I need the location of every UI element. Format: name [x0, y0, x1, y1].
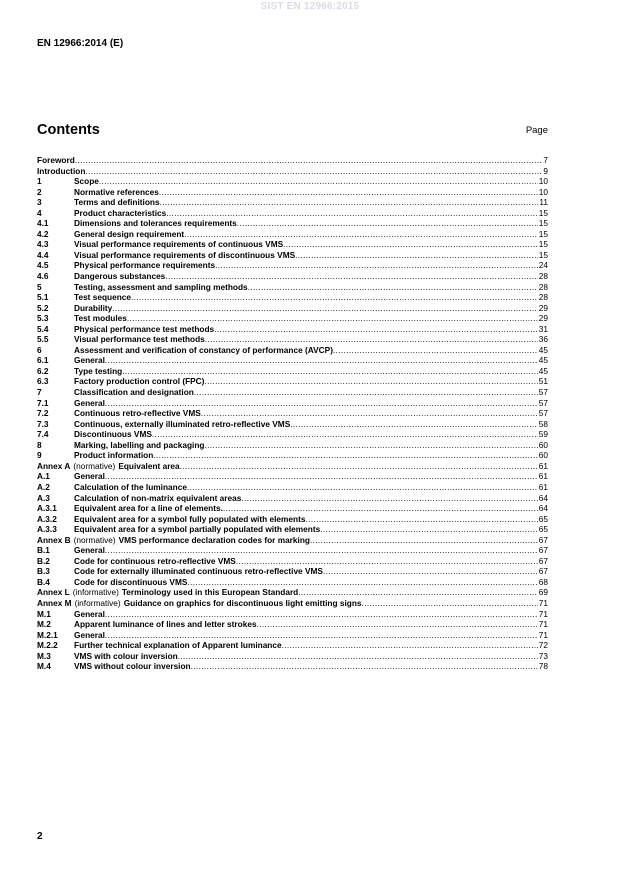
toc-entry-number: Annex L: [37, 587, 70, 598]
toc-entry[interactable]: [37, 429, 548, 440]
toc-dot-leader: [122, 366, 538, 377]
toc-entry[interactable]: [37, 303, 548, 314]
toc-entry-page: 67: [538, 555, 548, 566]
toc-entry-number: Annex A: [37, 460, 71, 471]
page-number: 2: [37, 831, 43, 842]
toc-entry-title: Product information: [74, 450, 154, 461]
toc-entry-number: 4.1: [37, 218, 49, 229]
toc-entry-page: 60: [538, 450, 548, 461]
toc-entry-page: 11: [539, 197, 548, 208]
toc-entry[interactable]: [37, 197, 548, 208]
toc-entry-number: 7: [37, 387, 42, 398]
toc-entry-number: Annex M: [37, 597, 72, 608]
toc-entry-number: 4.5: [37, 260, 49, 271]
toc-entry-title: VMS with colour inversion: [74, 650, 178, 661]
toc-dot-leader: [191, 661, 538, 672]
toc-dot-leader: [333, 345, 538, 356]
toc-entry-number: B.3: [37, 566, 50, 577]
toc-dot-leader: [295, 250, 538, 261]
toc-entry-page: 71: [538, 597, 548, 608]
toc-entry[interactable]: [37, 271, 548, 282]
toc-entry[interactable]: [37, 419, 548, 430]
toc-dot-leader: [178, 651, 538, 662]
toc-entry-title: Code for continuous retro-reflective VMS: [74, 555, 236, 566]
toc-entry-number: 4.4: [37, 249, 49, 260]
toc-entry-annex-type: (normative): [73, 460, 116, 471]
toc-entry-annex-type: (informative): [72, 587, 119, 598]
toc-entry-title: Testing, assessment and sampling methods: [74, 281, 248, 292]
toc-entry[interactable]: [37, 461, 548, 472]
toc-entry-title: General: [74, 608, 105, 619]
toc-entry-number: 4: [37, 207, 42, 218]
toc-entry-page: 36: [538, 334, 548, 345]
toc-entry-number: 7.4: [37, 429, 49, 440]
toc-dot-leader: [320, 524, 538, 535]
toc-dot-leader: [282, 640, 538, 651]
toc-entry-page: 29: [538, 302, 548, 313]
toc-entry-number: 5.5: [37, 334, 49, 345]
toc-dot-leader: [248, 282, 538, 293]
toc-entry[interactable]: [37, 187, 548, 198]
toc-entry-number: 5.4: [37, 323, 49, 334]
toc-entry-title: Foreword: [37, 155, 75, 165]
toc-dot-leader: [187, 577, 537, 588]
toc-entry-number: Annex B: [37, 534, 71, 545]
toc-dot-leader: [194, 387, 538, 398]
toc-entry-page: 31: [538, 323, 548, 334]
toc-dot-leader: [257, 619, 538, 630]
toc-entry-title: Marking, labelling and packaging: [74, 439, 205, 450]
toc-entry-page: 65: [538, 513, 548, 524]
toc-entry-page: 71: [538, 629, 548, 640]
toc-entry[interactable]: [37, 408, 548, 419]
toc-entry-page: 64: [538, 492, 548, 503]
toc-entry[interactable]: [37, 376, 548, 387]
toc-entry-page: 59: [538, 429, 548, 440]
toc-dot-leader: [215, 260, 538, 271]
toc-entry-title: Normative references: [74, 186, 159, 197]
toc-dot-leader: [166, 208, 538, 219]
toc-entry-number: A.3.2: [37, 513, 57, 524]
toc-entry[interactable]: [37, 450, 548, 461]
toc-entry-page: 61: [538, 481, 548, 492]
toc-entry-number: 5: [37, 281, 42, 292]
toc-dot-leader: [99, 176, 538, 187]
toc-entry[interactable]: [37, 545, 548, 556]
toc-entry-title: Code for externally illuminated continuous retro-reflective VMS: [74, 566, 323, 577]
toc-dot-leader: [205, 334, 538, 345]
toc-entry-title: Visual performance requirements of continuous VMS: [74, 239, 284, 250]
toc-dot-leader: [305, 514, 537, 525]
toc-dot-leader: [323, 566, 538, 577]
page-column-label: Page: [525, 125, 548, 136]
toc-entry[interactable]: [37, 387, 548, 398]
toc-entry-title: Calculation of non-matrix equivalent areas: [74, 492, 242, 503]
toc-entry-title: Equivalent area for a symbol fully populated with elements: [74, 513, 306, 524]
toc-entry-number: B.2: [37, 555, 50, 566]
toc-entry[interactable]: [37, 282, 548, 293]
toc-entry[interactable]: [37, 334, 548, 345]
toc-entry-title: Calculation of the luminance: [74, 481, 187, 492]
toc-dot-leader: [241, 493, 537, 504]
toc-dot-leader: [180, 461, 538, 472]
toc-entry-page: 51: [538, 376, 548, 387]
toc-entry[interactable]: [37, 440, 548, 451]
toc-entry-number: 1: [37, 176, 42, 187]
toc-entry-page: 58: [538, 418, 548, 429]
toc-entry[interactable]: [37, 630, 548, 641]
toc-entry-title: Continuous retro-reflective VMS: [74, 408, 201, 419]
toc-entry[interactable]: [37, 366, 548, 377]
toc-entry-page: 15: [538, 218, 548, 229]
toc-dot-leader: [75, 155, 543, 166]
toc-entry[interactable]: [37, 250, 548, 261]
toc-dot-leader: [187, 482, 538, 493]
toc-entry-page: 67: [538, 534, 548, 545]
toc-entry[interactable]: [37, 155, 548, 166]
toc-entry-title: Visual performance test methods: [74, 334, 205, 345]
toc-entry-page: 65: [538, 524, 548, 535]
toc-entry-number: A.2: [37, 481, 50, 492]
toc-dot-leader: [105, 609, 538, 620]
toc-entry-page: 28: [538, 271, 548, 282]
toc-entry-page: 67: [538, 566, 548, 577]
toc-entry-title: Dimensions and tolerances requirements: [74, 218, 237, 229]
toc-entry-page: 10: [538, 186, 548, 197]
toc-entry-number: 6.2: [37, 365, 49, 376]
toc-dot-leader: [223, 503, 538, 514]
toc-dot-leader: [105, 355, 538, 366]
toc-dot-leader: [105, 471, 538, 482]
toc-entry-page: 69: [538, 587, 548, 598]
toc-dot-leader: [105, 630, 538, 641]
toc-entry[interactable]: [37, 577, 548, 588]
toc-entry[interactable]: [37, 260, 548, 271]
toc-entry-number: A.3.3: [37, 524, 57, 535]
toc-entry-title: Guidance on graphics for discontinuous light emitting signs: [123, 597, 362, 608]
toc-entry-title: Test modules: [74, 313, 127, 324]
toc-entry-title: Assessment and verification of constancy of performance (AVCP): [74, 344, 333, 355]
toc-entry[interactable]: [37, 471, 548, 482]
toc-entry-title: Physical performance requirements: [74, 260, 216, 271]
toc-dot-leader: [201, 408, 538, 419]
toc-entry-number: 2: [37, 186, 42, 197]
toc-entry-page: 10: [538, 176, 548, 187]
toc-dot-leader: [214, 324, 538, 335]
toc-entry-number: 6.1: [37, 355, 49, 366]
toc-dot-leader: [290, 419, 538, 430]
toc-entry[interactable]: [37, 619, 548, 630]
toc-entry-page: 57: [538, 397, 548, 408]
toc-entry-number: M.3: [37, 650, 51, 661]
toc-entry-number: 4.6: [37, 271, 49, 282]
toc-dot-leader: [159, 187, 538, 198]
toc-entry-title: Visual performance requirements of discontinuous VMS: [74, 249, 296, 260]
toc-entry[interactable]: [37, 640, 548, 651]
toc-dot-leader: [204, 440, 537, 451]
toc-entry-number: 5.1: [37, 292, 49, 303]
toc-entry-page: 45: [538, 365, 548, 376]
toc-entry-title: Discontinuous VMS: [74, 429, 152, 440]
toc-entry-title: Factory production control (FPC): [74, 376, 205, 387]
toc-entry[interactable]: [37, 482, 548, 493]
toc-entry[interactable]: [37, 566, 548, 577]
toc-entry-number: B.1: [37, 545, 50, 556]
toc-entry[interactable]: [37, 556, 548, 567]
toc-entry-title: Scope: [74, 176, 99, 187]
toc-dot-leader: [105, 545, 538, 556]
toc-entry-title: Test sequence: [74, 292, 132, 303]
toc-entry-title: General: [74, 397, 105, 408]
toc-entry[interactable]: [37, 514, 548, 525]
toc-dot-leader: [310, 535, 538, 546]
toc-entry-title: General design requirement: [74, 228, 185, 239]
toc-dot-leader: [127, 313, 538, 324]
toc-entry-page: 45: [538, 355, 548, 366]
toc-entry-number: M.1: [37, 608, 51, 619]
toc-entry-page: 24: [538, 260, 548, 271]
toc-dot-leader: [112, 303, 538, 314]
toc-entry-page: 57: [538, 387, 548, 398]
watermark: SIST EN 12966:2015: [260, 1, 360, 12]
toc-entry-number: M.2.1: [37, 629, 58, 640]
toc-entry-title: VMS without colour inversion: [74, 661, 191, 672]
toc-entry-page: 45: [538, 344, 548, 355]
toc-entry-number: A.3.1: [37, 503, 57, 514]
table-of-contents: [37, 155, 548, 672]
contents-title: Contents: [37, 122, 100, 138]
toc-entry-number: 6: [37, 344, 42, 355]
toc-entry-number: 3: [37, 197, 42, 208]
toc-entry-page: 61: [538, 471, 548, 482]
toc-dot-leader: [85, 166, 542, 177]
toc-dot-leader: [237, 218, 538, 229]
toc-entry-title: Equivalent area: [118, 460, 180, 471]
toc-entry-page: 72: [538, 640, 548, 651]
toc-dot-leader: [152, 429, 538, 440]
toc-entry-page: 29: [538, 313, 548, 324]
toc-entry-page: 64: [538, 503, 548, 514]
toc-entry-page: 67: [538, 545, 548, 556]
toc-entry-number: M.2: [37, 619, 51, 630]
toc-entry-page: 15: [538, 207, 548, 218]
document-id: EN 12966:2014 (E): [37, 38, 124, 49]
toc-dot-leader: [184, 229, 538, 240]
toc-entry[interactable]: [37, 398, 548, 409]
toc-entry-title: Apparent luminance of lines and letter strokes: [74, 619, 257, 630]
toc-dot-leader: [131, 292, 538, 303]
toc-dot-leader: [236, 556, 538, 567]
toc-entry-title: Continuous, externally illuminated retro-reflective VMS: [74, 418, 291, 429]
toc-entry-annex-type: (informative): [74, 597, 121, 608]
toc-entry-page: 7: [543, 155, 548, 165]
toc-entry-title: Further technical explanation of Apparent luminance: [74, 640, 282, 651]
toc-entry-number: 5.3: [37, 313, 49, 324]
toc-entry-number: 5.2: [37, 302, 49, 313]
toc-entry-number: 7.1: [37, 397, 49, 408]
toc-entry-number: M.4: [37, 661, 51, 672]
toc-entry-title: General: [74, 355, 105, 366]
toc-entry-page: 15: [538, 228, 548, 239]
toc-entry[interactable]: [37, 345, 548, 356]
toc-entry[interactable]: [37, 166, 548, 177]
toc-entry[interactable]: [37, 503, 548, 514]
toc-entry-title: VMS performance declaration codes for marking: [118, 534, 310, 545]
toc-entry-page: 9: [543, 165, 548, 176]
toc-entry-page: 78: [538, 661, 548, 672]
toc-entry[interactable]: [37, 176, 548, 187]
toc-entry-number: 4.2: [37, 228, 49, 239]
toc-entry-number: 6.3: [37, 376, 49, 387]
toc-entry[interactable]: [37, 239, 548, 250]
toc-dot-leader: [165, 271, 537, 282]
toc-entry-title: General: [74, 629, 105, 640]
toc-entry-number: B.4: [37, 576, 50, 587]
toc-entry-page: 71: [538, 619, 548, 630]
toc-entry-page: 28: [538, 292, 548, 303]
toc-entry[interactable]: [37, 208, 548, 219]
toc-entry[interactable]: [37, 324, 548, 335]
toc-entry[interactable]: [37, 598, 548, 609]
toc-entry-title: Code for discontinuous VMS: [74, 576, 188, 587]
toc-dot-leader: [160, 197, 539, 208]
toc-entry-title: Classification and designation: [74, 387, 194, 398]
toc-entry[interactable]: [37, 313, 548, 324]
toc-dot-leader: [283, 239, 538, 250]
toc-entry-title: Physical performance test methods: [74, 323, 215, 334]
toc-entry-page: 57: [538, 408, 548, 419]
toc-entry[interactable]: [37, 587, 548, 598]
toc-entry-page: 60: [538, 439, 548, 450]
toc-entry-number: M.2.2: [37, 640, 58, 651]
toc-entry[interactable]: [37, 651, 548, 662]
toc-dot-leader: [204, 376, 537, 387]
toc-entry-page: 73: [538, 650, 548, 661]
toc-entry-page: 15: [538, 239, 548, 250]
toc-entry-title: General: [74, 471, 105, 482]
toc-entry-title: Dangerous substances: [74, 271, 166, 282]
toc-entry-title: Terms and definitions: [74, 197, 160, 208]
toc-entry[interactable]: [37, 355, 548, 366]
toc-dot-leader: [298, 587, 538, 598]
toc-entry[interactable]: [37, 535, 548, 546]
toc-entry-title: Terminology used in this European Standard: [121, 587, 299, 598]
toc-dot-leader: [362, 598, 538, 609]
toc-entry[interactable]: [37, 218, 548, 229]
toc-entry-number: 4.3: [37, 239, 49, 250]
toc-entry-page: 71: [538, 608, 548, 619]
toc-entry-page: 28: [538, 281, 548, 292]
toc-entry-number: 7.3: [37, 418, 49, 429]
toc-entry-title: Equivalent area for a line of elements.: [74, 503, 223, 514]
toc-entry[interactable]: [37, 609, 548, 620]
toc-entry-annex-type: (normative): [73, 534, 116, 545]
toc-dot-leader: [105, 398, 538, 409]
toc-entry-title: Equivalent area for a symbol partially populated with elements: [74, 524, 321, 535]
toc-entry-title: Durability: [74, 302, 113, 313]
toc-entry[interactable]: [37, 229, 548, 240]
toc-entry[interactable]: [37, 292, 548, 303]
toc-entry-page: 15: [538, 249, 548, 260]
toc-entry[interactable]: [37, 524, 548, 535]
toc-entry-title: Product characteristics: [74, 207, 167, 218]
toc-entry-number: A.1: [37, 471, 50, 482]
toc-dot-leader: [153, 450, 537, 461]
toc-entry-title: Type testing: [74, 365, 123, 376]
toc-entry[interactable]: [37, 493, 548, 504]
toc-entry-number: A.3: [37, 492, 50, 503]
toc-entry[interactable]: [37, 661, 548, 672]
toc-entry-title: Introduction: [37, 165, 86, 176]
toc-entry-page: 61: [538, 460, 548, 471]
toc-entry-page: 68: [538, 576, 548, 587]
toc-entry-number: 8: [37, 439, 42, 450]
toc-entry-number: 9: [37, 450, 42, 461]
contents-heading: [37, 122, 548, 138]
toc-entry-title: General: [74, 545, 105, 556]
toc-entry-number: 7.2: [37, 408, 49, 419]
